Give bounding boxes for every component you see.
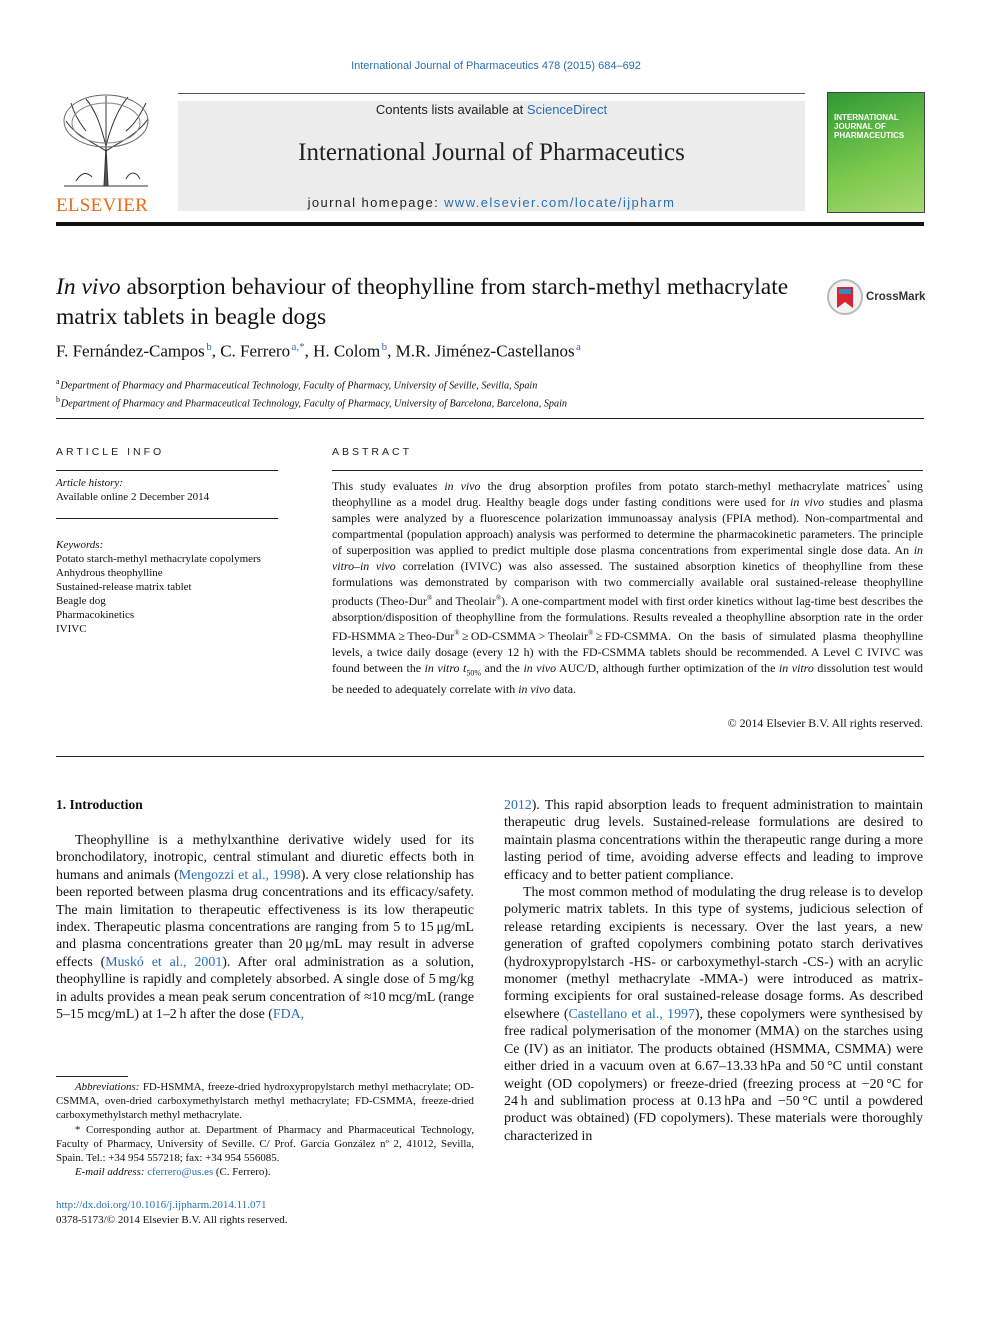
keyword: IVIVC: [56, 623, 87, 635]
affiliation-text: Department of Pharmacy and Pharmaceutical Technology, Faculty of Pharmacy, University of Barcelona, Barcelona, Spain: [60, 398, 568, 410]
author[interactable]: H. Colom: [313, 341, 381, 361]
author-affil-mark[interactable]: b: [206, 341, 212, 353]
keywords-rule: [56, 518, 278, 519]
reference-link[interactable]: 2012: [504, 798, 532, 813]
paragraph: Theophylline is a methylxanthine derivative widely used for its bronchodilatory, inotropic, central stimulant and diuretic effects both in humans and animals (Mengozzi et al., 1998). A very close relationship has been reported between plasma drug concentrations and its efficacy/safety. The main limitation to therapeutic effectiveness is its low therapeutic index. Therapeutic plasma concentrations are ranging from 5 to 15 μg/mL and plasma concentrations greater than 20 μg/mL may result in adverse effects (Muskó et al., 2001). After oral administration as a solution, theophylline is rapidly and completely absorbed. A single dose of 5 mg/kg in adults provides a mean peak serum concentration of ≈10 mcg/mL (range 5–15 mcg/mL) at 1–2 h after the dose (FDA,: [56, 833, 474, 1023]
abstract-rule: [332, 470, 923, 471]
elsevier-logo: [56, 91, 178, 216]
abbrev-text: FD-HSMMA, freeze-dried hydroxypropylstarch methyl methacrylate; OD-CSMMA, oven-dried carboxymethylstarch methyl methacrylate; FD-CSMMA, freeze-dried carboxymethylstarch methyl methacrylate.: [56, 1081, 474, 1122]
title-text: absorption behaviour of theophylline from starch-methyl methacrylate matrix tablets in beagle dogs: [56, 274, 789, 330]
abstract-heading: ABSTRACT: [332, 446, 413, 458]
homepage-line: [178, 195, 805, 210]
masthead-top-rule: [178, 93, 805, 94]
paragraph: The most common method of modulating the drug release is to develop polymeric matrix tablets. In this type of systems, judicious selection of release retarding excipients is necessary. Over the last years, a new generation of grafted copolymers combining potato starch derivatives (hydroxypropylstarch -HS- or carboxymethyl-starch -CS-) with an acrylic monomer (methyl methacrylate -MMA-) were introduced as matrix-forming excipients for oral sustained-release dosage forms. As described elsewhere (Castellano et al., 1997), these copolymers were synthesised by free radical polymerisation of the monomer (MMA) on the starches using Ce (IV) as an initiator. The products obtained (HSMMA, CSMMA) were either dried in a vacuum oven at 6.67–13.33 hPa and 50 °C until constant weight (OD copolymers) or freeze-dried (freezing process at −20 °C for 24 h and sublimation process at 0.13 hPa and −50 °C until a powdered product was obtained) (FD copolymers). These materials were thoroughly characterized in: [504, 885, 923, 1144]
keywords-block: [56, 538, 278, 636]
reference-link[interactable]: Mengozzi et al., 1998: [178, 867, 301, 883]
article-history: [56, 476, 278, 504]
crossmark-button[interactable]: [826, 278, 926, 316]
crossmark-icon: [826, 278, 864, 316]
author-affil-mark[interactable]: a,*: [291, 341, 305, 353]
keyword: Pharmacokinetics: [56, 609, 135, 621]
issn-line: 0378-5173/© 2014 Elsevier B.V. All rights reserved.: [56, 1213, 288, 1226]
abstract-text: This study evaluates in vivo the drug absorption profiles from potato starch-methyl methacrylate matrices* using theophylline as a model drug. Healthy beagle dogs under fasting conditions were used for in vivo studies and plasma samples were analyzed by a fluorescence polarization immunoassay analysis (FPIA method). Non-compartmental and compartmental (population approach) analysis was performed to determine the pharmacokinetic parameters. The principle of superposition was applied to predict multiple dose plasma concentrations from experimental single dose data. An in vitro–in vivo correlation (IVIVC) was also assessed. The sustained absorption kinetics of theophylline from these formulations was demonstrated by comparison with two commercially available oral sustained-release theophylline products (Theo-Dur® and Theolair®). A one-compartment model with first order kinetics without lag-time best describes the absorption/disposition of theophylline from the formulations. Results revealed a theophylline absorption rate in the order FD-HSMMA ≥ Theo-Dur® ≥ OD-CSMMA > Theolair® ≥ FD-CSMMA. On the basis of simulated plasma theophylline levels, a twice daily dosage (every 12 h) with the FD-CSMMA tablets should be recommended. A Level C IVIVC was found between the in vitro $t_{50\%}$ and the in vivo AUC/D, although further optimization of the in vitro dissolution test would be needed to adequately correlate with in vivo data.: [332, 478, 924, 697]
email-link[interactable]: cferrero@us.es: [147, 1166, 214, 1179]
masthead-banner: [178, 101, 805, 211]
keyword: Beagle dog: [56, 595, 106, 607]
contents-line: [178, 102, 805, 117]
keywords-label: Keywords:: [56, 539, 104, 551]
elsevier-tree-icon: [56, 91, 156, 191]
affiliations: [56, 375, 916, 412]
affiliation: [56, 375, 916, 393]
affiliation: [56, 393, 916, 411]
homepage-label: journal homepage:: [307, 195, 445, 210]
masthead-bottom-rule: [56, 222, 924, 226]
intro-left-column: [56, 832, 474, 1023]
article-info-heading: ARTICLE INFO: [56, 446, 165, 458]
keyword: Anhydrous theophylline: [56, 567, 163, 579]
footnote-rule: [56, 1076, 128, 1077]
affiliation-mark: a: [56, 377, 60, 386]
header-divider: [56, 418, 924, 419]
abbrev-label: Abbreviations:: [75, 1081, 140, 1093]
email-suffix: (C. Ferrero).: [213, 1166, 271, 1179]
author[interactable]: M.R. Jiménez-Castellanos: [395, 341, 575, 361]
homepage-link[interactable]: www.elsevier.com/locate/ijpharm: [444, 195, 676, 210]
footnotes: [56, 1080, 474, 1179]
contents-label: Contents lists available at: [375, 102, 527, 117]
history-value: Available online 2 December 2014: [56, 491, 210, 503]
affiliation-text: Department of Pharmacy and Pharmaceutical Technology, Faculty of Pharmacy, University of Seville, Sevilla, Spain: [60, 380, 538, 392]
footnote-corresponding: * Corresponding author at. Department of Pharmacy and Pharmaceutical Technology, Faculty of Pharmacy, University of Seville. C/ Prof. García González nº 2, 41012, Sevilla, Spain. Tel.: +34 954 557218; fax: +34 954 556085.: [56, 1123, 474, 1165]
journal-title: International Journal of Pharmaceutics: [298, 139, 685, 166]
intro-right-column: [504, 797, 923, 1145]
reference-link[interactable]: FDA,: [272, 1007, 305, 1023]
journal-citation[interactable]: International Journal of Pharmaceutics 478 (2015) 684–692: [351, 60, 641, 72]
section-heading: 1. Introduction: [56, 797, 143, 812]
paragraph: 2012). This rapid absorption leads to frequent administration to maintain therapeutic drug levels. Sustained-release formulations are desired to maintain plasma concentrations within the therapeutic range during a more lasting period of time, avoiding adverse effects and leading to improve efficacy and to better patient compliance.: [504, 798, 923, 883]
journal-cover[interactable]: [827, 92, 925, 213]
article-info-rule: [56, 470, 278, 471]
article-identifiers: [56, 1198, 288, 1227]
author-affil-mark[interactable]: a: [576, 341, 581, 353]
footnote-abbreviations: [56, 1080, 474, 1123]
doi-link[interactable]: http://dx.doi.org/10.1016/j.ijpharm.2014.11.071: [56, 1199, 267, 1211]
footnote-email: [56, 1165, 474, 1179]
crossmark-label: CrossMark: [866, 291, 926, 303]
affiliation-mark: b: [56, 395, 60, 405]
publisher-name: ELSEVIER: [56, 195, 149, 216]
author[interactable]: C. Ferrero: [220, 341, 291, 361]
reference-link[interactable]: Castellano et al., 1997: [568, 1006, 695, 1022]
sciencedirect-link[interactable]: ScienceDirect: [526, 102, 608, 117]
author-list: F. Fernández-Campos $^b$, C. Ferrero $^{a,*}$, H. Colom $^b$, M.R. Jiménez-Castellanos $^a$: [56, 341, 581, 361]
masthead: [56, 91, 924, 225]
title-italic: In vivo: [56, 274, 121, 300]
keyword: Sustained-release matrix tablet: [56, 581, 192, 593]
reference-link[interactable]: Muskó et al., 2001: [105, 954, 223, 970]
author[interactable]: F. Fernández-Campos: [56, 341, 205, 361]
email-label: E-mail address:: [75, 1166, 145, 1179]
copyright-notice: © 2014 Elsevier B.V. All rights reserved.: [727, 716, 923, 730]
cover-title: INTERNATIONAL JOURNAL OF PHARMACEUTICS: [834, 113, 905, 140]
author-affil-mark[interactable]: b: [381, 341, 388, 353]
keyword: Potato starch-methyl methacrylate copolymers: [56, 553, 261, 565]
article-title: [56, 272, 796, 332]
abstract-bottom-rule: [56, 756, 924, 757]
history-label: Article history:: [56, 477, 123, 489]
